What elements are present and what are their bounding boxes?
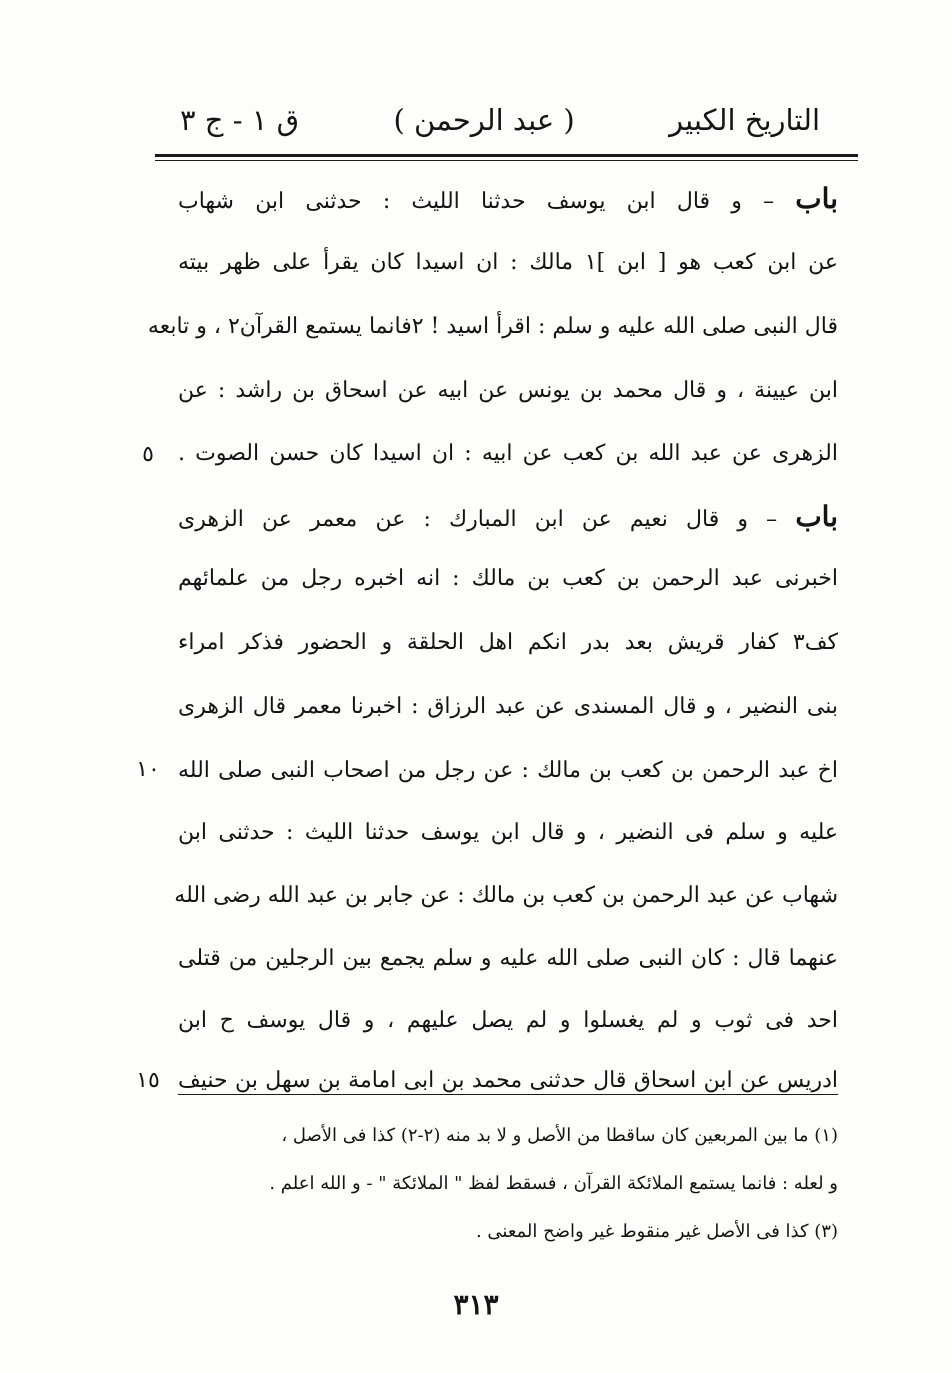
- book-title: التاريخ الكبير: [669, 103, 820, 137]
- text-line: عليه و سلم فى النضير ، و قال ابن يوسف حدثنا الليث : حدثنى ابن: [178, 820, 838, 845]
- footnote: (٣) كذا فى الأصل غير منقوط غير واضح المعنى .: [475, 1221, 838, 1242]
- chapter-marker: باب: [795, 182, 838, 215]
- page-number: ٣١٣: [453, 1288, 499, 1321]
- section-title: ( عبد الرحمن ): [393, 103, 575, 137]
- text-line: ابن عيينة ، و قال محمد بن يونس عن ابيه عن اسحاق بن راشد : عن: [178, 378, 838, 403]
- line-number: ٥: [142, 442, 154, 467]
- text-line: الزهرى عن عبد الله بن كعب عن ابيه : ان اسيدا كان حسن الصوت .: [178, 441, 838, 466]
- footnote: و لعله : فانما يستمع الملائكة القرآن ، فسقط لفظ " الملائكة " - و الله اعلم .: [269, 1173, 838, 1194]
- text-line: باب – و قال ابن يوسف حدثنا الليث : حدثنى ابن شهاب: [178, 182, 838, 215]
- text-line: عنهما قال : كان النبى صلى الله عليه و سلم يجمع بين الرجلين من قتلى: [178, 946, 838, 971]
- text-line: كف٣ كفار قريش بعد بدر انكم اهل الحلقة و الحضور فذكر امراء: [178, 630, 838, 655]
- text-line: احد فى ثوب و لم يغسلوا و لم يصل عليهم ، و قال يوسف ح ابن: [178, 1008, 838, 1033]
- text-line: اخ عبد الرحمن بن كعب بن مالك : عن رجل من اصحاب النبى صلى الله: [178, 758, 838, 783]
- line-number: ١٥: [136, 1068, 160, 1093]
- text-line: باب – و قال نعيم عن ابن المبارك : عن معمر عن الزهرى: [178, 500, 838, 533]
- text-line: شهاب عن عبد الرحمن بن كعب بن مالك : عن جابر بن عبد الله رضى الله: [174, 883, 838, 908]
- text-line: عن ابن كعب هو [ ابن ]١ مالك : ان اسيدا كان يقرأ على ظهر بيته: [178, 250, 839, 275]
- text-line: ادريس عن ابن اسحاق قال حدثنى محمد بن ابى امامة بن سهل بن حنيف: [178, 1068, 838, 1093]
- chapter-marker: باب: [795, 500, 838, 533]
- text-line: بنى النضير ، و قال المسندى عن عبد الرزاق : اخبرنا معمر قال الزهرى: [178, 694, 838, 719]
- line-number: ١٠: [136, 757, 160, 782]
- volume-marker: ق ١ - ج ٣: [180, 103, 300, 137]
- footnote-rule: [178, 1094, 838, 1095]
- text-line: اخبرنى عبد الرحمن بن كعب بن مالك : انه اخبره رجل من علمائهم: [178, 566, 838, 591]
- text-line: قال النبى صلى الله عليه و سلم : اقرأ اسيد ! ٢فانما يستمع القرآن٢ ، و تابعه: [147, 314, 838, 339]
- footnote: (١) ما بين المربعين كان ساقطا من الأصل و لا بد منه (٢-٢) كذا فى الأصل ،: [281, 1125, 838, 1146]
